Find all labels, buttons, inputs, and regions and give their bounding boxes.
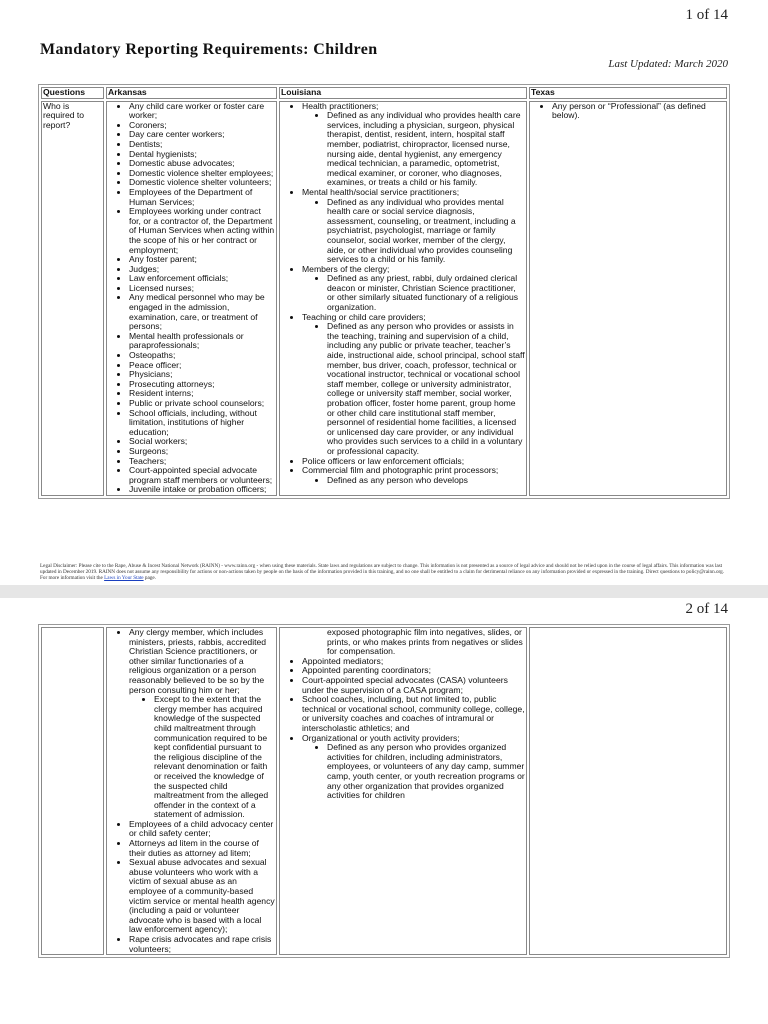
list-item: • Day care center workers; — [129, 130, 275, 140]
list-item: • Defined as any person who provides or assists in the teaching, training and supervision of a child, including any public or private teacher, teacher’s aide, instructional aide, school principal, school staff member, bus driver, coach, professor, technical or vocational instructor, technical or vocational school staff member, college or university administrator, college or university staff member, social worker, probation officer, foster home parent, group home or other child care institutional staff member, personnel of residential home facilities, a licensed or unlicensed day care provider, or any individual who provides such services to a child in a voluntary or professional capacity. — [327, 322, 525, 456]
list-item: • Any medical personnel who may be engaged in the admission, examination, care, or treatment of persons; — [129, 293, 275, 331]
list-item: • Defined as any priest, rabbi, duly ordained clerical deacon or minister, Christian Science practitioner, or other similarly situated functionary of a religious organization. — [327, 274, 525, 312]
list-item-text: Appointed parenting coordinators; — [302, 665, 431, 676]
list-item — [302, 265, 525, 313]
document-title: Mandatory Reporting Requirements: Children — [40, 41, 378, 58]
sub-list — [302, 322, 525, 456]
disclaimer-end: page. — [144, 575, 156, 582]
list-item: • Dental hygienists; — [129, 150, 275, 160]
list-item: • Domestic abuse advocates; — [129, 159, 275, 169]
requirements-table-continued — [38, 624, 730, 958]
list-item-text: Members of the clergy; — [302, 263, 390, 274]
page-number: 1 of 14 — [685, 7, 728, 23]
list-item-text: Attorneys ad litem in the course of their duties as attorney ad litem; — [129, 838, 259, 858]
arkansas-cell — [106, 627, 277, 955]
table-row — [41, 627, 727, 955]
list-item — [302, 313, 525, 457]
list-item: • Licensed nurses; — [129, 284, 275, 294]
list-item-text: Court-appointed special advocates (CASA) volunteers under the supervision of a CASA program; — [302, 674, 508, 695]
header-questions: Questions — [41, 87, 104, 99]
sub-list — [302, 111, 525, 188]
list-item: • Teachers; — [129, 457, 275, 467]
list-item: • Physicians; — [129, 370, 275, 380]
list-item-text: Sexual abuse advocates and sexual abuse volunteers who work with a victim of sexual abuse as an employee of a community-based victim service or mental health agency (including a paid or volunteer advocate who is based with a local law enforcement agency); — [129, 857, 275, 935]
page-2 — [0, 598, 768, 1024]
table-header-row — [41, 87, 727, 99]
list-item — [129, 820, 275, 839]
list-item — [302, 734, 525, 801]
page-number: 2 of 14 — [685, 601, 728, 617]
louisiana-list — [281, 657, 525, 801]
list-item-text: Organizational or youth activity providers; — [302, 732, 460, 743]
list-item: • Law enforcement officials; — [129, 274, 275, 284]
list-item: • Defined as any person who develops — [327, 476, 525, 486]
louisiana-cell — [279, 627, 527, 955]
laws-in-your-state-link[interactable]: Laws in Your State — [104, 575, 144, 582]
requirements-table — [38, 84, 730, 499]
list-item: • Osteopaths; — [129, 351, 275, 361]
texas-cell — [529, 101, 727, 496]
disclaimer-text: Legal Disclaimer: Please cite to the Rape, Abuse & Incest National Network (RAINN) - www.rainn.org - when using these materials. State laws and regulations are subject to change. This information is not presented as a source of legal advice and should not be relied upon in the course of legal affairs. This information was last updated in December 2019. RAINN does not assume any responsibility for actions or non-actions taken by people on the basis of the information provided in this training, and no one shall be entitled to a claim for detrimental reliance on any information provided or expressed in the training. Direct questions to policy@rainn.org. For more information visit the — [40, 563, 725, 582]
list-item: • Surgeons; — [129, 447, 275, 457]
list-item: • Judges; — [129, 265, 275, 275]
table-frame-2 — [38, 624, 730, 1024]
question-cell — [41, 627, 104, 955]
list-item: • Juvenile intake or probation officers; — [129, 485, 275, 495]
list-item: • Except to the extent that the clergy member has acquired knowledge of the suspected child maltreatment through communication required to be kept confidential pursuant to the religious discipline of the relevant denomination or faith or received the knowledge of the suspected child maltreatment from the alleged offender in the context of a statement of admission. — [154, 695, 275, 820]
list-item — [302, 695, 525, 733]
list-item: • Public or private school counselors; — [129, 399, 275, 409]
list-item: • Any foster parent; — [129, 255, 275, 265]
list-item: • Employees working under contract for, or a contractor of, the Department of Human Services when acting within the scope of his or her contract or employment; — [129, 207, 275, 255]
table-row — [41, 101, 727, 496]
arkansas-list — [108, 628, 275, 954]
list-item — [129, 839, 275, 858]
list-item-text: School coaches, including, but not limited to, public technical or vocational school, community college, college, or university coaches and coaches of intramural or interscholastic athletics; and — [302, 694, 525, 733]
list-item — [129, 858, 275, 935]
list-item: • Coroners; — [129, 121, 275, 131]
question-cell: Who is required to report? — [41, 101, 104, 496]
list-item-text: Appointed mediators; — [302, 655, 384, 666]
arkansas-list — [108, 102, 275, 495]
list-item — [129, 628, 275, 820]
list-item: • Any person or “Professional” (as defined below). — [552, 102, 725, 121]
list-item: exposed photographic film into negatives, slides, or prints, or who makes prints from negatives or slides for compensation. — [327, 627, 523, 657]
list-item: • School officials, including, without limitation, institutions of higher education; — [129, 409, 275, 438]
sub-list — [302, 476, 525, 486]
list-item: • Defined as any individual who provides mental health care or social service diagnosis, assessment, counseling, or treatment, including a psychiatrist, psychologist, marriage or family counselor, social worker, member of the clergy, aide, or other individual who provides counseling services to a child or his family. — [327, 198, 525, 265]
list-item-text: Police officers or law enforcement officials; — [302, 455, 465, 466]
list-item-text: Rape crisis advocates and rape crisis volunteers; — [129, 934, 272, 954]
list-item: • Social workers; — [129, 437, 275, 447]
list-item: • Employees of the Department of Human Services; — [129, 188, 275, 207]
texas-cell — [529, 627, 727, 955]
list-item-text: Mental health/social service practitioners; — [302, 186, 460, 197]
legal-disclaimer — [40, 563, 730, 582]
list-item-text: Commercial film and photographic print processors; — [302, 465, 499, 476]
last-updated: Last Updated: March 2020 — [608, 58, 728, 70]
list-item-text: Any clergy member, which includes ministers, priests, rabbis, accredited Christian Science practitioners, or other similar functionaries of a religious organization or a person reasonably believed to be so by the person consulting him or her; — [129, 627, 267, 695]
arkansas-cell — [106, 101, 277, 496]
list-item: • Domestic violence shelter volunteers; — [129, 178, 275, 188]
list-item — [129, 935, 275, 954]
list-item — [302, 466, 525, 485]
list-item: • Resident interns; — [129, 389, 275, 399]
list-item: • Court-appointed special advocate program staff members or volunteers; — [129, 466, 275, 485]
list-item-text: Health practitioners; — [302, 100, 379, 111]
sub-list — [302, 198, 525, 265]
list-item: • Any child care worker or foster care worker; — [129, 102, 275, 121]
list-item-text: Teaching or child care providers; — [302, 311, 426, 322]
list-item: • Defined as any person who provides organized activities for children, including administrators, employees, or volunteers of any day camp, summer camp, youth center, or youth recreation programs or any other organization that provides organized activities for children — [327, 743, 525, 801]
list-item — [302, 188, 525, 265]
louisiana-list — [281, 102, 525, 486]
list-item: • Prosecuting attorneys; — [129, 380, 275, 390]
table-frame-1 — [38, 84, 730, 557]
texas-list — [531, 102, 725, 121]
sub-list — [302, 274, 525, 312]
sub-list — [129, 695, 275, 820]
list-item: • Domestic violence shelter employees; — [129, 169, 275, 179]
header-louisiana: Louisiana — [279, 87, 527, 99]
list-item: • Mental health professionals or paraprofessionals; — [129, 332, 275, 351]
list-item: • Peace officer; — [129, 361, 275, 371]
header-texas: Texas — [529, 87, 727, 99]
louisiana-continuation-list — [281, 628, 525, 657]
list-item — [302, 102, 525, 188]
header-arkansas: Arkansas — [106, 87, 277, 99]
list-item: • Dentists; — [129, 140, 275, 150]
louisiana-cell — [279, 101, 527, 496]
list-item-text: Employees of a child advocacy center or child safety center; — [129, 818, 274, 839]
list-item — [302, 676, 525, 695]
sub-list — [302, 743, 525, 801]
list-item: • Defined as any individual who provides health care services, including a physician, surgeon, physical therapist, dentist, resident, intern, hospital staff member, podiatrist, chiropractor, licensed nurse, nursing aide, dental hygienist, any emergency medical technician, a paramedic, optometrist, medical examiner, or coroner, who diagnoses, examines, or treats a child or his family. — [327, 111, 525, 188]
